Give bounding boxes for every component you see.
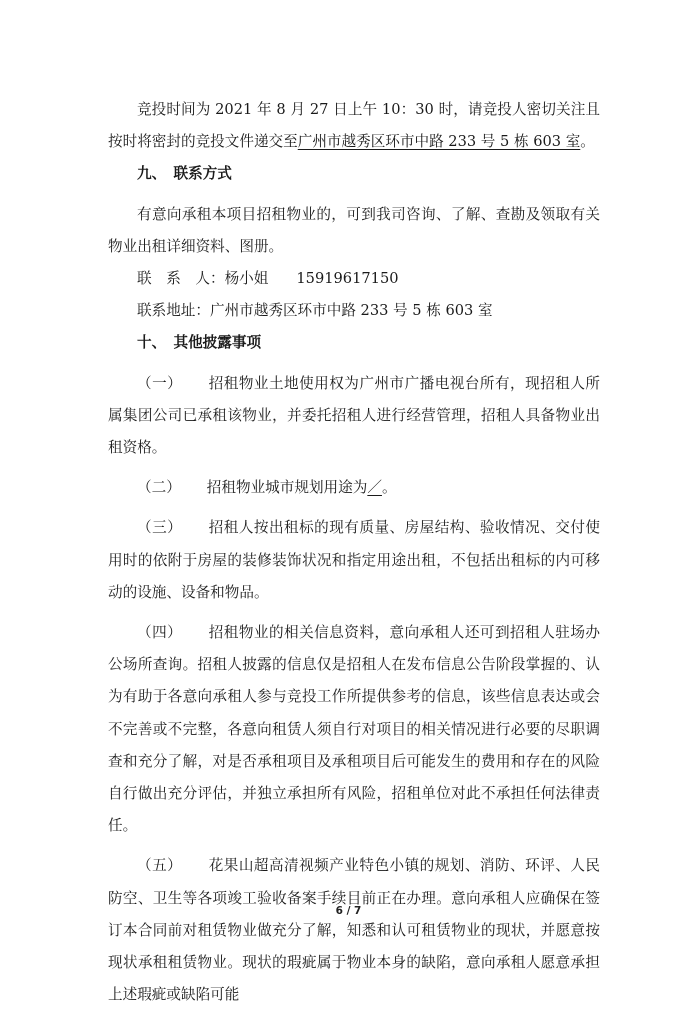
item-label: （二） xyxy=(137,479,181,497)
item-text: 招租物业的相关信息资料，意向承租人还可到招租人驻场办公场所查询。招租人披露的信息仅是招租人在发布信息公告阶段掌握的、认为有助于各意向承租人参与竞投工作所提供参考的信息，该些信息表达或会不完善或不完整，各意向租赁人须自行对项目的相关情况进行必要的尽职调查和充分了解，对是否承租项目及承租项目后可能发生的费用和存在的风险自行做出充分评估，并独立承担所有风险，招租单位对此不承担任何法律责任。 xyxy=(108,624,600,835)
item-label: （三） xyxy=(137,519,183,537)
section10-heading: 十、 其他披露事项 xyxy=(137,334,262,352)
disclosure-item-4 xyxy=(108,617,600,842)
contact-person-name: 杨小姐 xyxy=(224,270,269,288)
item-text: 花果山超高清视频产业特色小镇的规划、消防、环评、人民防空、卫生等各项竣工验收备案手续目前正在办理。意向承租人应确保在签订本合同前对租赁物业做充分了解，知悉和认可租赁物业的现状，并愿意按现状承租租赁物业。现状的瑕疵属于物业本身的缺陷，意向承租人愿意承担上述瑕疵或缺陷可能 xyxy=(108,857,600,1004)
item-label: （一） xyxy=(137,374,183,392)
item-label: （四） xyxy=(137,624,183,642)
bid-address-underlined: 广州市越秀区环市中路 233 号 5 栋 603 室 xyxy=(297,133,581,151)
contact-address-row xyxy=(108,295,600,327)
contact-address-label: 联系地址： xyxy=(137,302,210,320)
contact-address-value: 广州市越秀区环市中路 233 号 5 栋 603 室 xyxy=(209,302,493,320)
item-text: 招租物业城市规划用途为 xyxy=(206,479,368,497)
contact-person-row xyxy=(108,263,600,295)
section9-intro: 有意向承租本项目招租物业的，可到我司咨询、了解、查勘及领取有关物业出租详细资料、图册。 xyxy=(108,205,600,255)
bid-time-paragraph xyxy=(108,94,600,158)
disclosure-item-5 xyxy=(108,850,600,1011)
contact-person-label: 联 系 人： xyxy=(137,270,225,288)
page-number: 6 / 7 xyxy=(335,905,362,917)
item-text-end: 。 xyxy=(381,479,397,497)
disclosure-item-2 xyxy=(108,472,600,504)
item-text: 招租物业土地使用权为广州市广播电视台所有，现招租人所属集团公司已承租该物业，并委托招租人进行经营管理，招租人具备物业出租资格。 xyxy=(108,374,600,457)
planning-use-underlined: ／ xyxy=(367,479,382,497)
bid-time-text: 竞投时间为 2021 年 8 月 27 日上午 10：30 时，请竞投人密切关注且按时将密封的竞投文件递交至 xyxy=(108,101,600,151)
item-text: 招租人按出租标的现有质量、房屋结构、验收情况、交付使用时的依附于房屋的装修装饰状况和指定用途出租，不包括出租标的内可移动的设施、设备和物品。 xyxy=(108,519,600,601)
section9-heading: 九、 联系方式 xyxy=(137,165,232,183)
document-body xyxy=(108,94,600,1011)
contact-phone: 15919617150 xyxy=(296,270,399,288)
disclosure-item-1 xyxy=(108,368,600,465)
bid-time-end: 。 xyxy=(580,133,595,151)
disclosure-item-3 xyxy=(108,512,600,609)
item-label: （五） xyxy=(137,857,183,875)
